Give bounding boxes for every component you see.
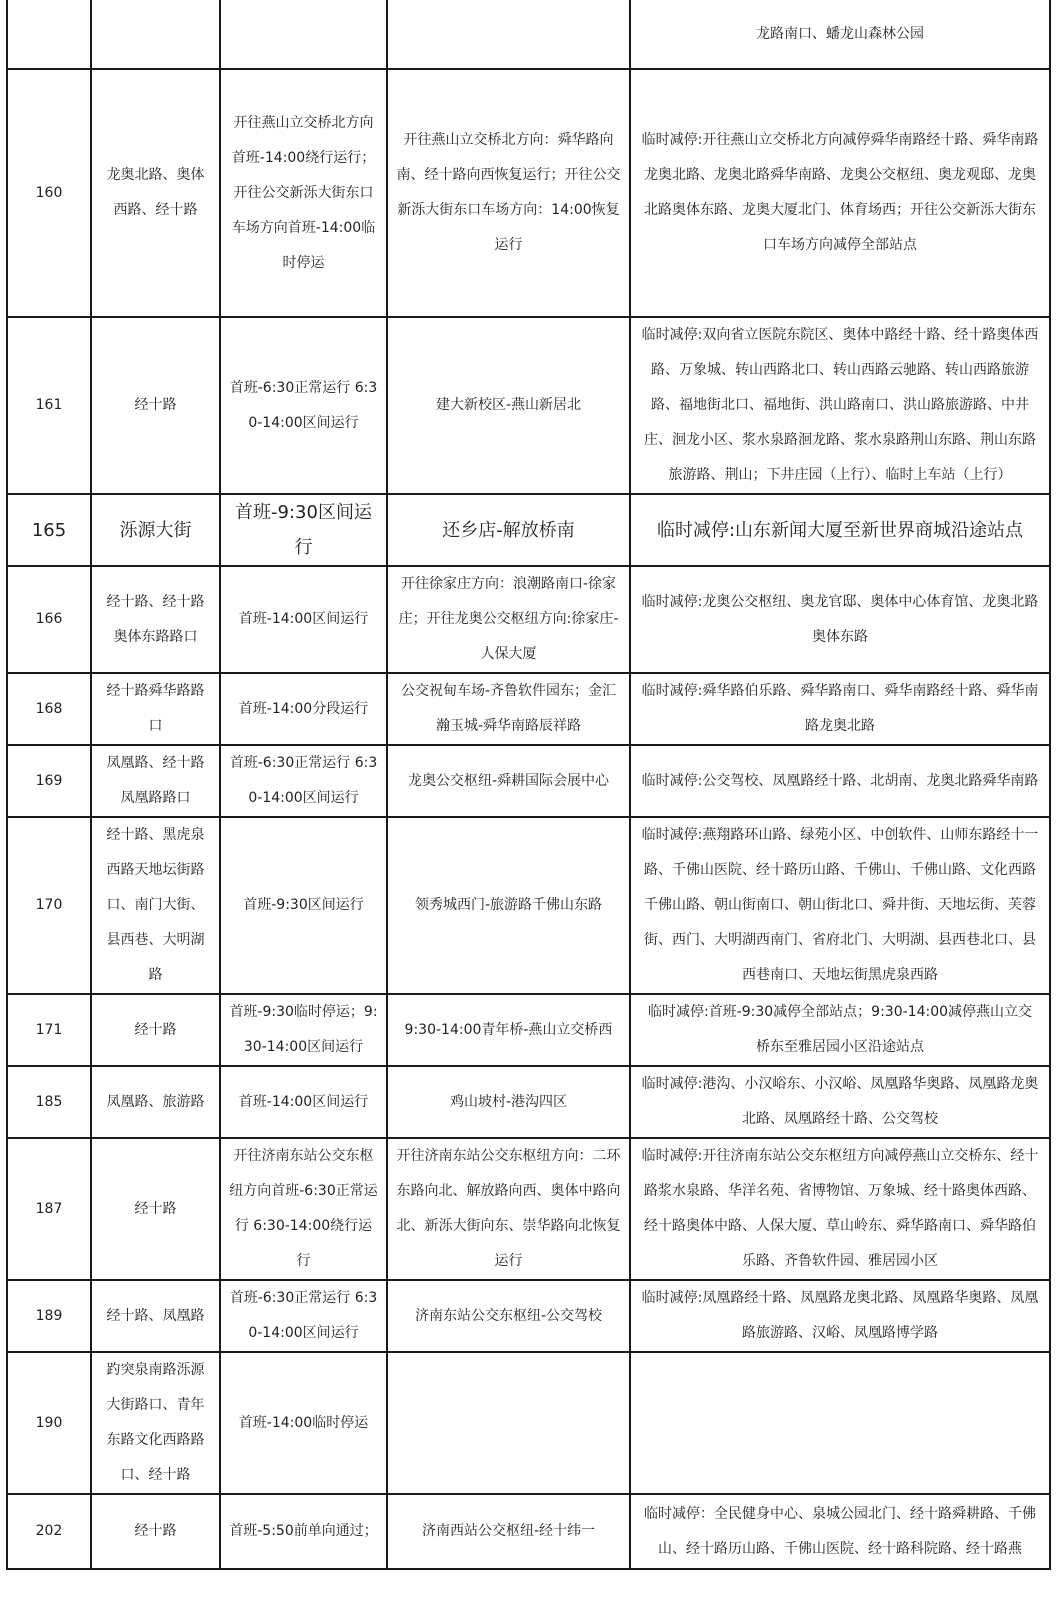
route-number-cell [7,0,91,69]
operation-time-cell: 首班-14:00临时停运 [220,1352,387,1494]
operation-time-cell: 首班-6:30正常运行 6:30-14:00区间运行 [220,745,387,817]
detour-route-cell: 开往济南东站公交东枢纽方向：二环东路向北、解放路向西、奥体中路向北、新泺大街向东、崇华路向北恢复运行 [387,1138,630,1280]
detour-route-cell: 开往燕山立交桥北方向：舜华路向南、经十路向西恢复运行；开往公交新泺大街东口车场方向：14:00恢复运行 [387,69,630,317]
suspended-stops-cell: 临时减停:港沟、小汉峪东、小汉峪、凤凰路华奥路、凤凰路龙奥北路、凤凰路经十路、公交驾校 [630,1066,1050,1138]
affected-road-cell: 龙奥北路、奥体西路、经十路 [91,69,220,317]
table-row [7,1138,1050,1280]
suspended-stops-cell: 临时减停:开往济南东站公交东枢纽方向减停燕山立交桥东、经十路浆水泉路、华洋名苑、省博物馆、万象城、经十路奥体西路、经十路奥体中路、人保大厦、草山岭东、舜华路南口、舜华路伯乐路、齐鲁软件园、雅居园小区 [630,1138,1050,1280]
suspended-stops-cell: 临时减停:舜华路伯乐路、舜华路南口、舜华南路经十路、舜华南路龙奥北路 [630,673,1050,745]
detour-route-cell: 济南西站公交枢纽-经十纬一 [387,1494,630,1569]
affected-road-cell: 经十路舜华路路口 [91,673,220,745]
operation-time-cell: 首班-6:30正常运行 6:30-14:00区间运行 [220,1280,387,1352]
route-number-cell: 168 [7,673,91,745]
table-row [7,745,1050,817]
operation-time-cell: 首班-14:00区间运行 [220,1066,387,1138]
detour-route-cell: 鸡山坡村-港沟四区 [387,1066,630,1138]
suspended-stops-cell: 临时减停:燕翔路环山路、绿苑小区、中创软件、山师东路经十一路、千佛山医院、经十路历山路、千佛山、千佛山路、文化西路千佛山路、朝山街南口、朝山街北口、舜井街、天地坛街、芙蓉街、西门、大明湖西南门、省府北门、大明湖、县西巷北口、县西巷南口、天地坛街黑虎泉西路 [630,817,1050,994]
affected-road-cell [91,0,220,69]
route-number-cell: 161 [7,317,91,494]
affected-road-cell: 凤凰路、旅游路 [91,1066,220,1138]
operation-time-cell: 首班-14:00分段运行 [220,673,387,745]
detour-route-cell: 济南东站公交东枢纽-公交驾校 [387,1280,630,1352]
detour-route-cell: 9:30-14:00青年桥-燕山立交桥西 [387,994,630,1066]
operation-time-cell: 开往燕山立交桥北方向首班-14:00绕行运行；开往公交新泺大街东口车场方向首班-14:00临时停运 [220,69,387,317]
table-row [7,1352,1050,1494]
affected-road-cell: 经十路 [91,1494,220,1569]
detour-route-cell [387,1352,630,1494]
suspended-stops-cell: 临时减停:双向省立医院东院区、奥体中路经十路、经十路奥体西路、万象城、转山西路北口、转山西路云驰路、转山西路旅游路、福地街北口、福地街、洪山路南口、洪山路旅游路、中井庄、洄龙小区、浆水泉路洄龙路、浆水泉路荆山东路、荆山东路旅游路、荆山；下井庄园（上行）、临时上车站（上行） [630,317,1050,494]
detour-route-cell: 龙奥公交枢纽-舜耕国际会展中心 [387,745,630,817]
detour-route-cell: 领秀城西门-旅游路千佛山东路 [387,817,630,994]
affected-road-cell: 经十路 [91,317,220,494]
route-number-cell: 187 [7,1138,91,1280]
affected-road-cell: 经十路 [91,994,220,1066]
suspended-stops-cell: 临时减停:凤凰路经十路、凤凰路龙奥北路、凤凰路华奥路、凤凰路旅游路、汉峪、凤凰路博学路 [630,1280,1050,1352]
operation-time-cell [220,0,387,69]
affected-road-cell: 经十路、凤凰路 [91,1280,220,1352]
operation-time-cell: 首班-14:00区间运行 [220,566,387,673]
route-number-cell: 190 [7,1352,91,1494]
table-row [7,0,1050,69]
suspended-stops-cell: 临时减停:开往燕山立交桥北方向减停舜华南路经十路、舜华南路龙奥北路、龙奥北路舜华南路、龙奥公交枢纽、奥龙观邸、龙奥北路奥体东路、龙奥大厦北门、体育场西；开往公交新泺大街东口车场方向减停全部站点 [630,69,1050,317]
detour-route-cell: 还乡店-解放桥南 [387,494,630,566]
table-row [7,994,1050,1066]
suspended-stops-cell: 龙路南口、蟠龙山森林公园 [630,0,1050,69]
operation-time-cell: 首班-6:30正常运行 6:30-14:00区间运行 [220,317,387,494]
route-number-cell: 170 [7,817,91,994]
route-number-cell: 189 [7,1280,91,1352]
table-row [7,817,1050,994]
operation-time-cell: 首班-9:30区间运行 [220,494,387,566]
affected-road-cell: 经十路、经十路奥体东路路口 [91,566,220,673]
detour-route-cell: 建大新校区-燕山新居北 [387,317,630,494]
route-number-cell: 165 [7,494,91,566]
affected-road-cell: 凤凰路、经十路凤凰路路口 [91,745,220,817]
suspended-stops-cell: 临时减停：全民健身中心、泉城公园北门、经十路舜耕路、千佛山、经十路历山路、千佛山医院、经十路科院路、经十路燕 [630,1494,1050,1569]
suspended-stops-cell: 临时减停:龙奥公交枢纽、奥龙官邸、奥体中心体育馆、龙奥北路奥体东路 [630,566,1050,673]
table-row [7,1494,1050,1569]
suspended-stops-cell: 临时减停:公交驾校、凤凰路经十路、北胡南、龙奥北路舜华南路 [630,745,1050,817]
route-number-cell: 171 [7,994,91,1066]
operation-time-cell: 首班-5:50前单向通过； [220,1494,387,1569]
table-row [7,1066,1050,1138]
table-row [7,69,1050,317]
affected-road-cell: 经十路 [91,1138,220,1280]
table-row [7,494,1050,566]
route-number-cell: 185 [7,1066,91,1138]
operation-time-cell: 首班-9:30区间运行 [220,817,387,994]
suspended-stops-cell [630,1352,1050,1494]
detour-route-cell [387,0,630,69]
table-row [7,566,1050,673]
affected-road-cell: 经十路、黑虎泉西路天地坛街路口、南门大街、县西巷、大明湖路 [91,817,220,994]
detour-route-cell: 公交祝甸车场-齐鲁软件园东；金汇瀚玉城-舜华南路辰祥路 [387,673,630,745]
operation-time-cell: 首班-9:30临时停运；9:30-14:00区间运行 [220,994,387,1066]
route-number-cell: 160 [7,69,91,317]
bus-route-adjustment-table [6,0,1051,1570]
route-number-cell: 169 [7,745,91,817]
table-row [7,673,1050,745]
affected-road-cell: 趵突泉南路泺源大街路口、青年东路文化西路路口、经十路 [91,1352,220,1494]
route-number-cell: 202 [7,1494,91,1569]
suspended-stops-cell: 临时减停:山东新闻大厦至新世界商城沿途站点 [630,494,1050,566]
affected-road-cell: 泺源大街 [91,494,220,566]
table-row [7,317,1050,494]
suspended-stops-cell: 临时减停:首班-9:30减停全部站点；9:30-14:00减停燕山立交桥东至雅居园小区沿途站点 [630,994,1050,1066]
route-number-cell: 166 [7,566,91,673]
table-row [7,1280,1050,1352]
detour-route-cell: 开往徐家庄方向：浪潮路南口-徐家庄；开往龙奥公交枢纽方向:徐家庄-人保大厦 [387,566,630,673]
operation-time-cell: 开往济南东站公交东枢纽方向首班-6:30正常运行 6:30-14:00绕行运行 [220,1138,387,1280]
